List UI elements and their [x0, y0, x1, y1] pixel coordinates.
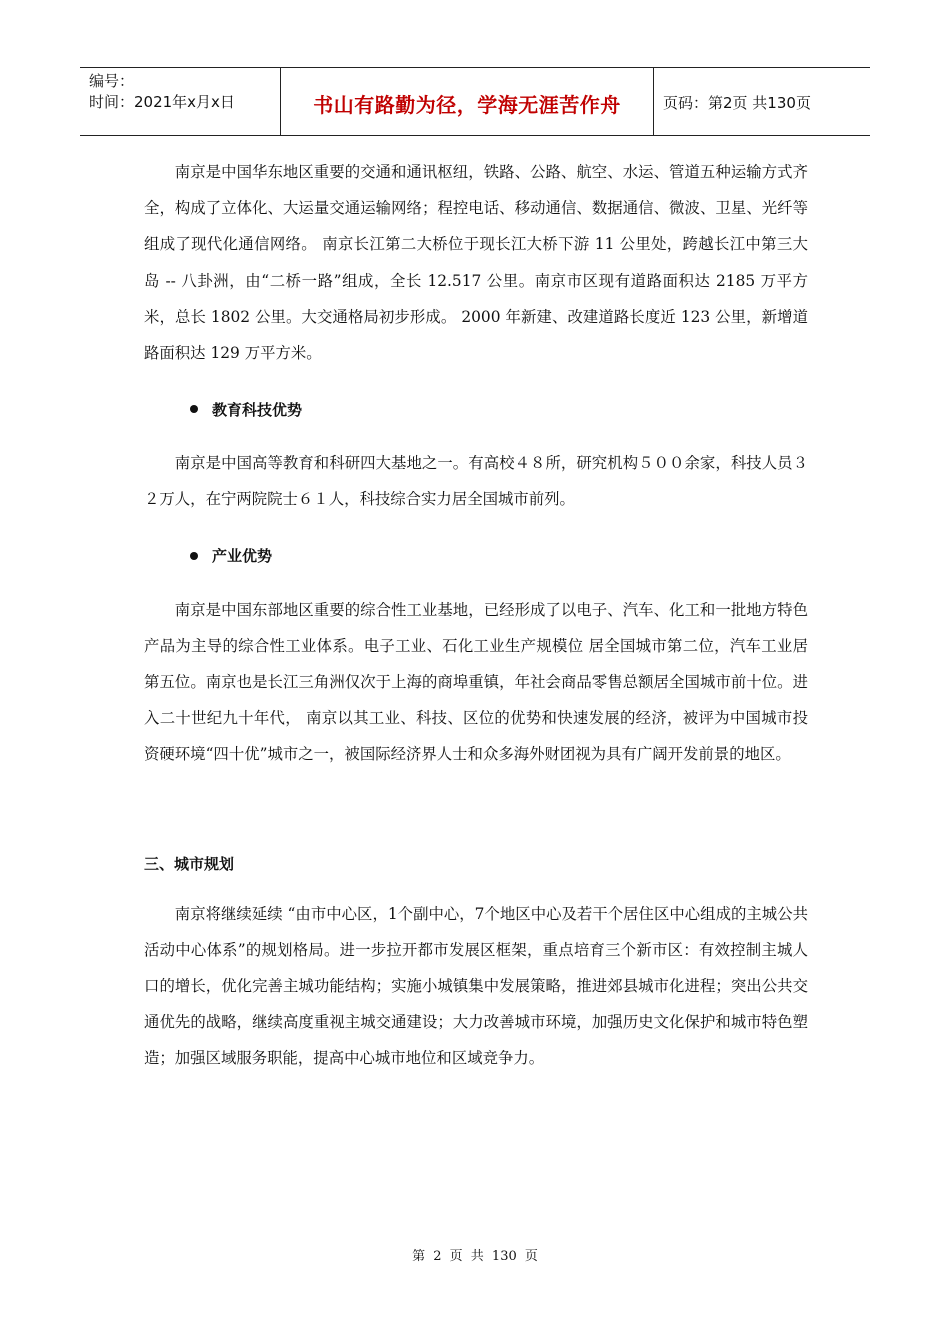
industry-heading-text: 产业优势	[212, 547, 273, 566]
page-footer: 第 2 页 共 130 页	[412, 1249, 538, 1264]
planning-paragraph: 南京将继续延续 “由市中心区，1个副中心，7个地区中心及若干个居住区中心组成的主城公共活动中心体系”的规划格局。进一步拉开都市发展区框架，重点培育三个新市区：有效控制主城人口的增长，优化完善主城功能结构；实施小城镇集中发展策略，推进郊县城市化进程；突出公共交通优先的战略，继续高度重视主城交通建设；大力改善城市环境，加强历史文化保护和城市特色塑造；加强区域服务职能，提高中心城市地位和区域竞争力。	[144, 904, 808, 1068]
bullet-icon	[190, 552, 198, 560]
serial-number-label: 编号：	[89, 72, 135, 90]
transport-paragraph: 南京是中国华东地区重要的交通和通讯枢纽，铁路、公路、航空、水运、管道五种运输方式齐全，构成了立体化、大运量交通运输网络；程控电话、移动通信、数据通信、微波、卫星、光纤等组成了现代化通信网络。 南京长江第二大桥位于现长江大桥下游 11 公里处，跨越长江中第三大岛 -- 八卦洲，由“二桥一路”组成，全长 12.517 公里。南京市区现有道路面积达 2185 万平方米，总长 1802 公里。大交通格局初步形成。 2000 年新建、改建道路长度近 123 公里，新增道路面积达 129 万平方米。	[144, 163, 808, 363]
industry-paragraph: 南京是中国东部地区重要的综合性工业基地，已经形成了以电子、汽车、化工和一批地方特色产品为主导的综合性工业体系。电子工业、石化工业生产规模位 居全国城市第二位，汽车工业居第五位。南京也是长江三角洲仅次于上海的商埠重镇，年社会商品零售总额居全国城市前十位。进入二十世纪九十年代， 南京以其工业、科技、区位的优势和快速发展的经济，被评为中国城市投资硬环境“四十优”城市之一，被国际经济界人士和众多海外财团视为具有广阔开发前景的地区。	[144, 600, 808, 764]
header-page-cell	[654, 68, 870, 135]
header-meta	[80, 68, 281, 135]
education-heading	[190, 394, 808, 424]
document-body	[144, 154, 808, 1077]
header-motto-cell	[281, 68, 654, 135]
industry-heading	[190, 541, 808, 571]
header-motto: 书山有路勤为径，学海无涯苦作舟	[313, 93, 621, 117]
bullet-icon	[190, 405, 198, 413]
page-header	[80, 67, 870, 136]
education-heading-text: 教育科技优势	[212, 400, 303, 419]
education-paragraph: 南京是中国高等教育和科研四大基地之一。有高校４８所，研究机构５００余家，科技人员３２万人，在宁两院院士６１人，科技综合实力居全国城市前列。	[144, 454, 808, 509]
date-label: 时间：2021年x月x日	[89, 93, 235, 111]
header-page-number: 页码：第2页 共130页	[663, 94, 811, 112]
section-heading-planning: 三、城市规划	[144, 855, 235, 874]
